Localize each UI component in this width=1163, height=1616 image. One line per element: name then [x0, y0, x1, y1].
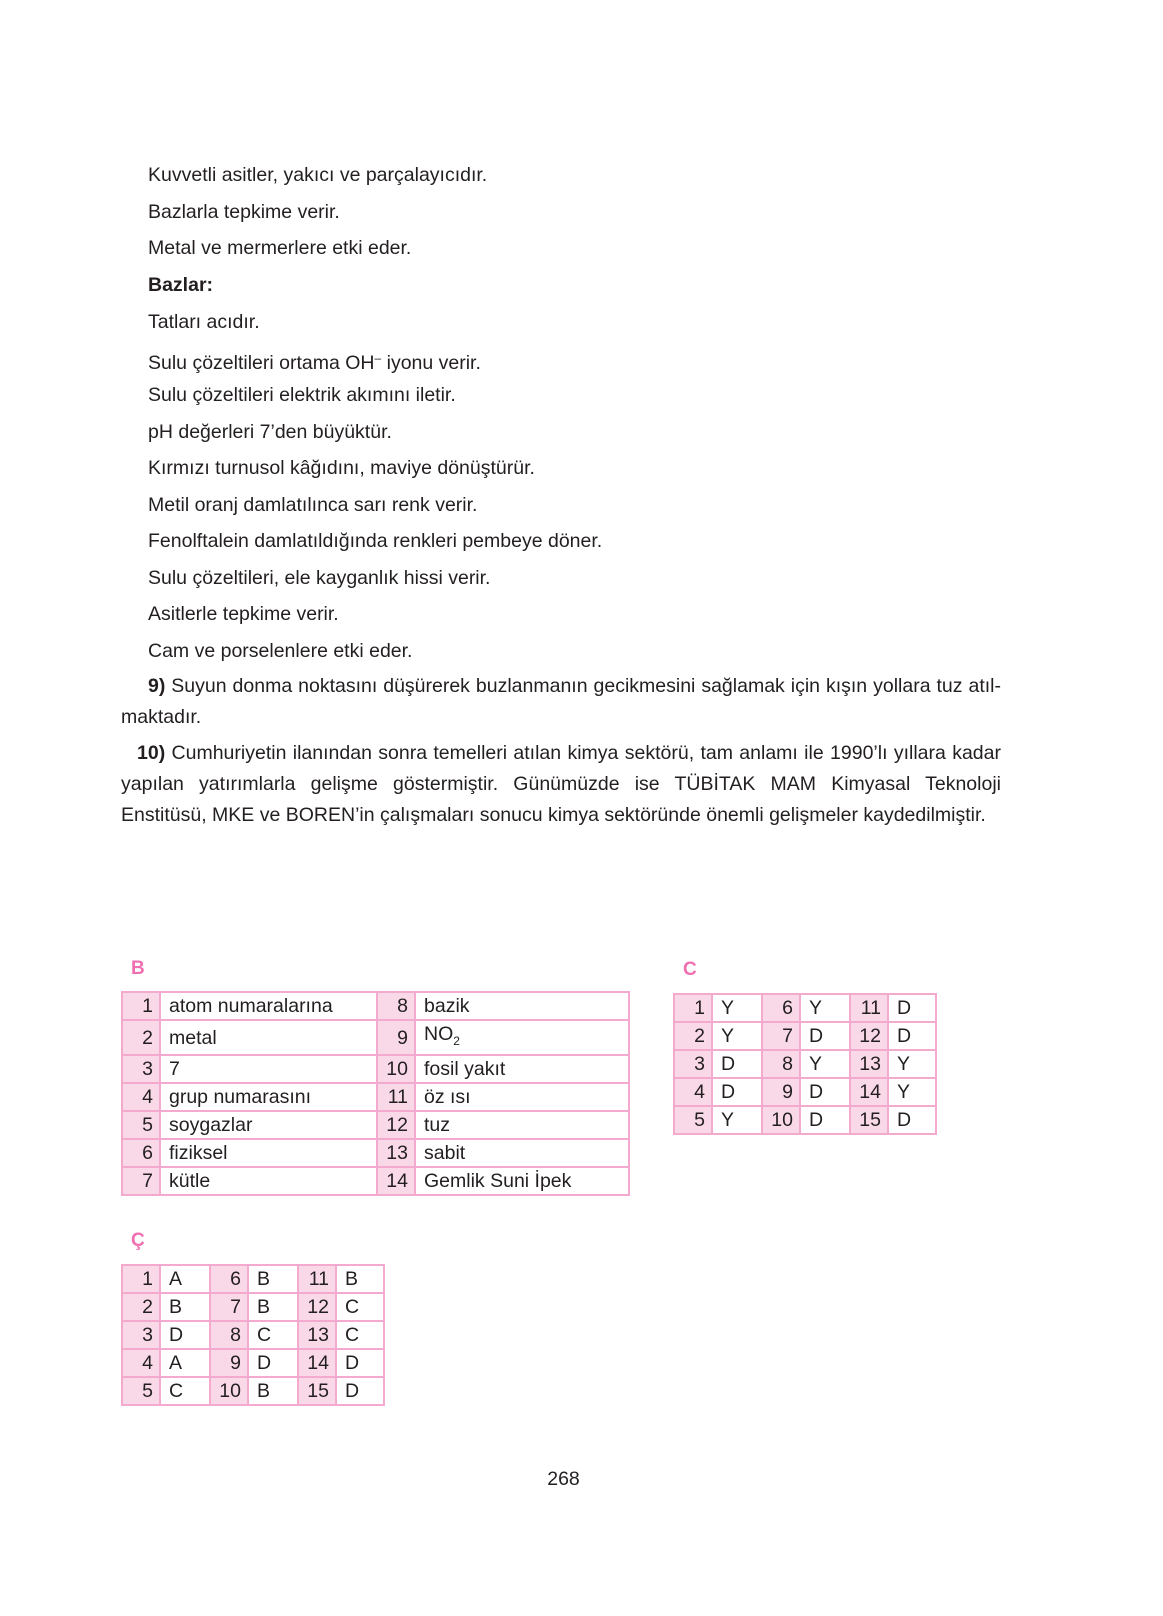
item-answer: B: [336, 1265, 384, 1293]
item-answer: atom numaralarına: [160, 992, 377, 1020]
item-answer: fosil yakıt: [415, 1055, 629, 1083]
item-number: 10: [210, 1377, 248, 1405]
item-answer: D: [712, 1050, 762, 1078]
item-number: 3: [674, 1050, 712, 1078]
item-number: 2: [122, 1020, 160, 1055]
item-answer: Y: [888, 1078, 936, 1106]
item-answer: öz ısı: [415, 1083, 629, 1111]
item-number: 1: [122, 1265, 160, 1293]
item-number: 12: [850, 1022, 888, 1050]
table-row: [122, 1139, 629, 1167]
item-answer: Y: [800, 1050, 850, 1078]
item-number: 1: [122, 992, 160, 1020]
item-number: 11: [850, 994, 888, 1022]
item-answer: B: [248, 1293, 298, 1321]
table-row: [122, 1055, 629, 1083]
oh-text: Sulu çözeltileri ortama OH: [148, 352, 375, 374]
answer-10-text: Cumhuriyetin ilanından sonra temelleri atılan kimya sektörü, tam anlamı ile 1990’lı yıllara kadar yapılan yatırımlarla gelişme göstermiştir. Günümüzde ise TÜBİTAK MAM Kimyasal Teknoloji Enstitüsü, MKE ve BOREN’in çalışmaları sonucu kimya sektöründe önemli gelişmeler kaydedilmiştir.: [121, 742, 1001, 826]
item-answer: A: [160, 1265, 210, 1293]
table-row: [122, 992, 629, 1020]
item-answer: D: [800, 1078, 850, 1106]
answer-9-number: 9): [148, 675, 166, 697]
table-row: [674, 1078, 936, 1106]
item-number: 4: [122, 1083, 160, 1111]
item-number: 14: [850, 1078, 888, 1106]
oh-charge: –: [374, 351, 382, 365]
item-answer: D: [160, 1321, 210, 1349]
item-answer: D: [888, 994, 936, 1022]
table-row: [122, 1265, 384, 1293]
acid-property-line: Metal ve mermerlere etki eder.: [148, 237, 412, 259]
item-number: 10: [377, 1055, 415, 1083]
item-number: 7: [762, 1022, 800, 1050]
item-number: 3: [122, 1321, 160, 1349]
item-number: 7: [122, 1167, 160, 1195]
item-answer: Y: [712, 1022, 762, 1050]
answer-9-text: Suyun donma noktasını düşürerek buzlanmanın gecikmesini sağlamak için kışın yollara tuz atıl- maktadır.: [121, 675, 1001, 728]
item-number: 14: [298, 1349, 336, 1377]
table-row: [674, 1050, 936, 1078]
item-number: 9: [377, 1020, 415, 1055]
table-row: [122, 1167, 629, 1195]
item-answer: soygazlar: [160, 1111, 377, 1139]
base-property-line: Tatları acıdır.: [148, 311, 260, 333]
item-number: 11: [377, 1083, 415, 1111]
table-row: [674, 994, 936, 1022]
item-number: 4: [674, 1078, 712, 1106]
answer-9: [121, 671, 1001, 733]
item-number: 1: [674, 994, 712, 1022]
item-answer: D: [248, 1349, 298, 1377]
base-property-line: Fenolftalein damlatıldığında renkleri pembeye döner.: [148, 530, 603, 552]
base-property-line-oh: [148, 346, 481, 375]
oh-text-after: iyonu verir.: [381, 352, 481, 374]
item-answer: B: [160, 1293, 210, 1321]
section-cc-table: [121, 1264, 385, 1406]
item-answer: Y: [888, 1050, 936, 1078]
answer-10-number: 10): [137, 742, 166, 764]
item-number: 5: [674, 1106, 712, 1134]
item-answer: C: [248, 1321, 298, 1349]
item-number: 14: [377, 1167, 415, 1195]
base-property-line: Cam ve porselenlere etki eder.: [148, 640, 413, 662]
item-number: 4: [122, 1349, 160, 1377]
item-number: 13: [377, 1139, 415, 1167]
item-number: 8: [377, 992, 415, 1020]
formula-subscript: 2: [453, 1034, 460, 1048]
item-number: 12: [298, 1293, 336, 1321]
item-answer: tuz: [415, 1111, 629, 1139]
base-property-line: Sulu çözeltileri elektrik akımını iletir.: [148, 384, 456, 406]
item-number: 5: [122, 1377, 160, 1405]
item-number: 15: [850, 1106, 888, 1134]
item-number: 9: [762, 1078, 800, 1106]
item-answer-formula: [415, 1020, 629, 1055]
answer-10: [121, 738, 1001, 831]
item-number: 3: [122, 1055, 160, 1083]
acid-property-line: Bazlarla tepkime verir.: [148, 201, 340, 223]
base-property-line: Kırmızı turnusol kâğıdını, maviye dönüştürür.: [148, 457, 535, 479]
item-answer: D: [800, 1106, 850, 1134]
item-number: 2: [122, 1293, 160, 1321]
item-answer: 7: [160, 1055, 377, 1083]
section-b-table: [121, 991, 630, 1196]
item-number: 12: [377, 1111, 415, 1139]
item-answer: bazik: [415, 992, 629, 1020]
item-answer: Y: [712, 994, 762, 1022]
item-answer: Y: [800, 994, 850, 1022]
base-property-line: Metil oranj damlatılınca sarı renk verir.: [148, 494, 478, 516]
section-cc-label: Ç: [131, 1230, 145, 1251]
item-answer: D: [888, 1022, 936, 1050]
item-number: 13: [850, 1050, 888, 1078]
table-row: [122, 1111, 629, 1139]
item-number: 7: [210, 1293, 248, 1321]
table-row: [122, 1377, 384, 1405]
item-number: 5: [122, 1111, 160, 1139]
item-answer: Y: [712, 1106, 762, 1134]
acid-property-line: Kuvvetli asitler, yakıcı ve parçalayıcıdır.: [148, 164, 488, 186]
item-answer: D: [800, 1022, 850, 1050]
base-property-line: Sulu çözeltileri, ele kayganlık hissi verir.: [148, 567, 491, 589]
table-row: [122, 1321, 384, 1349]
item-number: 15: [298, 1377, 336, 1405]
table-row: [122, 1083, 629, 1111]
item-answer: D: [888, 1106, 936, 1134]
item-number: 6: [210, 1265, 248, 1293]
item-number: 8: [210, 1321, 248, 1349]
item-answer: D: [712, 1078, 762, 1106]
item-number: 9: [210, 1349, 248, 1377]
item-answer: C: [336, 1321, 384, 1349]
section-c-label: C: [683, 959, 697, 980]
item-answer: grup numarasını: [160, 1083, 377, 1111]
item-number: 2: [674, 1022, 712, 1050]
section-c-table: [673, 993, 937, 1135]
item-answer: B: [248, 1265, 298, 1293]
item-number: 8: [762, 1050, 800, 1078]
table-row: [122, 1293, 384, 1321]
item-number: 10: [762, 1106, 800, 1134]
bases-heading: Bazlar:: [148, 274, 214, 296]
item-answer: Gemlik Suni İpek: [415, 1167, 629, 1195]
formula-text: NO: [424, 1023, 454, 1045]
item-number: 13: [298, 1321, 336, 1349]
item-answer: kütle: [160, 1167, 377, 1195]
item-answer: metal: [160, 1020, 377, 1055]
item-answer: fiziksel: [160, 1139, 377, 1167]
page-number: 268: [547, 1468, 580, 1490]
item-number: 11: [298, 1265, 336, 1293]
table-row: [122, 1020, 629, 1055]
section-b-label: B: [131, 958, 145, 979]
item-answer: D: [336, 1349, 384, 1377]
item-answer: B: [248, 1377, 298, 1405]
base-property-line: pH değerleri 7’den büyüktür.: [148, 421, 392, 443]
item-answer: D: [336, 1377, 384, 1405]
item-number: 6: [762, 994, 800, 1022]
item-answer: sabit: [415, 1139, 629, 1167]
item-answer: C: [336, 1293, 384, 1321]
table-row: [674, 1022, 936, 1050]
table-row: [674, 1106, 936, 1134]
item-number: 6: [122, 1139, 160, 1167]
base-property-line: Asitlerle tepkime verir.: [148, 603, 339, 625]
item-answer: C: [160, 1377, 210, 1405]
table-row: [122, 1349, 384, 1377]
item-answer: A: [160, 1349, 210, 1377]
